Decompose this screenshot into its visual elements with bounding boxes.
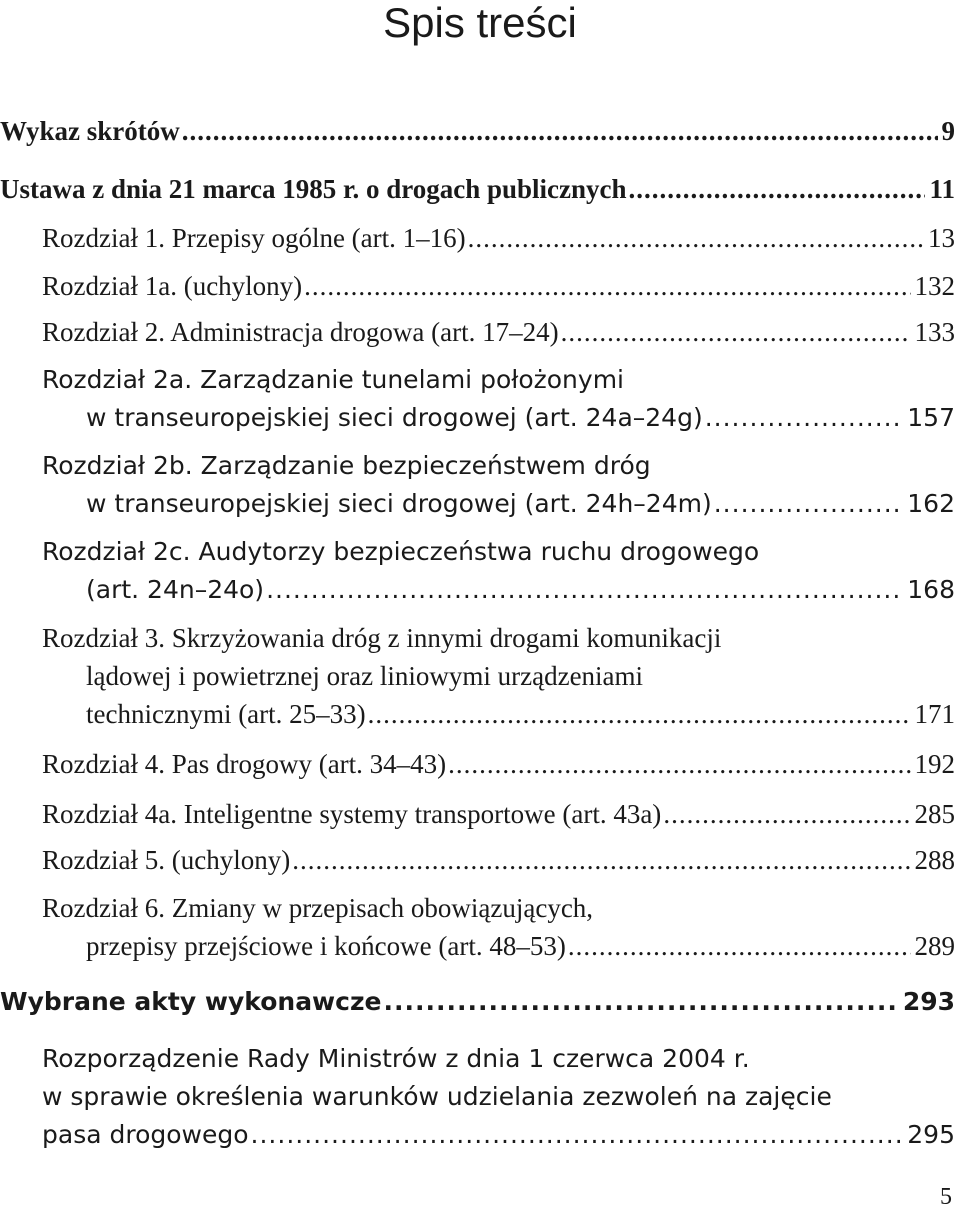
dot-leader <box>266 571 903 609</box>
toc-page-number: 162 <box>907 489 955 518</box>
dot-leader <box>714 485 904 523</box>
toc-entry-ustawa[interactable] <box>0 170 955 208</box>
toc-page-number: 13 <box>928 223 955 253</box>
toc-entry-rozdzial-2c[interactable] <box>0 533 955 609</box>
dot-leader <box>705 399 904 437</box>
toc-entry-rozdzial-1a[interactable] <box>0 267 955 305</box>
toc-page-number: 132 <box>914 271 955 301</box>
toc-page-number: 171 <box>914 699 955 729</box>
toc-page-number: 192 <box>914 749 955 779</box>
toc-entry-text: Rozdział 2c. Audytorzy bezpieczeństwa ruchu drogowego <box>42 537 760 566</box>
toc-entry-text: Rozdział 5. (uchylony) <box>42 845 291 875</box>
toc-entry-rozdzial-3[interactable] <box>0 619 955 733</box>
toc-entry-rozporzadzenie[interactable] <box>0 1040 955 1154</box>
toc-entry-text: Rozdział 1a. (uchylony) <box>42 271 303 301</box>
toc-entry-text: Wykaz skrótów <box>0 116 180 146</box>
toc-entry-rozdzial-1[interactable] <box>0 219 955 257</box>
toc-entry-text: w transeuropejskiej sieci drogowej (art. 24a–24g) <box>86 403 703 432</box>
toc-entry-wybrane-akty[interactable] <box>0 983 955 1021</box>
dot-leader <box>629 170 926 208</box>
dot-leader <box>182 112 938 150</box>
page-folio-number: 5 <box>940 1184 952 1210</box>
toc-entry-text: Rozdział 4. Pas drogowy (art. 34–43) <box>42 749 447 779</box>
toc-page-number: 289 <box>914 931 955 961</box>
toc-entry-text: Rozdział 2. Administracja drogowa (art. 17–24) <box>42 317 559 347</box>
toc-entry-text: w transeuropejskiej sieci drogowej (art. 24h–24m) <box>86 489 712 518</box>
toc-page-number: 293 <box>902 987 955 1016</box>
toc-entry-rozdzial-2a[interactable] <box>0 361 955 437</box>
toc-entry-text: przepisy przejściowe i końcowe (art. 48–53) <box>86 931 566 961</box>
dot-leader <box>561 313 911 351</box>
toc-entry-rozdzial-2b[interactable] <box>0 447 955 523</box>
dot-leader <box>304 267 910 305</box>
toc-page-number: 133 <box>914 317 955 347</box>
toc-page-number: 168 <box>907 575 955 604</box>
toc-entry-text: w sprawie określenia warunków udzielania zezwoleń na zajęcie <box>42 1082 832 1111</box>
toc-page-number: 11 <box>929 174 955 204</box>
dot-leader <box>568 927 911 965</box>
toc-entry-text: Rozdział 2b. Zarządzanie bezpieczeństwem dróg <box>42 451 651 480</box>
toc-entry-text: Rozdział 3. Skrzyżowania dróg z innymi drogami komunikacji <box>42 623 722 653</box>
toc-page-number: 9 <box>941 116 955 146</box>
dot-leader <box>448 745 910 783</box>
toc-entry-text: lądowej i powietrznej oraz liniowymi urządzeniami <box>86 661 644 691</box>
page-title: Spis treści <box>383 0 577 46</box>
toc-entry-wykaz-skrotow[interactable] <box>0 112 955 150</box>
toc-page-number: 295 <box>907 1120 955 1149</box>
toc-page-number: 285 <box>914 799 955 829</box>
toc-entry-text: Rozdział 4a. Inteligentne systemy transportowe (art. 43a) <box>42 799 662 829</box>
toc-entry-text: pasa drogowego <box>42 1120 249 1149</box>
toc-entry-rozdzial-6[interactable] <box>0 889 955 965</box>
toc-entry-text: Rozdział 2a. Zarządzanie tunelami położonymi <box>42 365 624 394</box>
dot-leader <box>251 1116 904 1154</box>
toc-entry-rozdzial-5[interactable] <box>0 841 955 879</box>
dot-leader <box>468 219 924 257</box>
toc-entry-text: Ustawa z dnia 21 marca 1985 r. o drogach publicznych <box>0 174 627 204</box>
dot-leader <box>663 795 910 833</box>
toc-entry-text: Rozdział 6. Zmiany w przepisach obowiązujących, <box>42 893 594 923</box>
toc-entry-rozdzial-4[interactable] <box>0 745 955 783</box>
toc-entry-rozdzial-4a[interactable] <box>0 795 955 833</box>
toc-entry-text: Rozdział 1. Przepisy ogólne (art. 1–16) <box>42 223 466 253</box>
dot-leader <box>292 841 910 879</box>
toc-entry-rozdzial-2[interactable] <box>0 313 955 351</box>
dot-leader <box>368 695 911 733</box>
toc-entry-text: Rozporządzenie Rady Ministrów z dnia 1 czerwca 2004 r. <box>42 1044 750 1073</box>
toc-entry-text: technicznymi (art. 25–33) <box>86 699 366 729</box>
toc-entry-text: Wybrane akty wykonawcze <box>0 987 382 1016</box>
toc-page-number: 288 <box>914 845 955 875</box>
toc-page-number: 157 <box>907 403 955 432</box>
dot-leader <box>383 983 898 1021</box>
toc-entry-text: (art. 24n–24o) <box>86 575 265 604</box>
